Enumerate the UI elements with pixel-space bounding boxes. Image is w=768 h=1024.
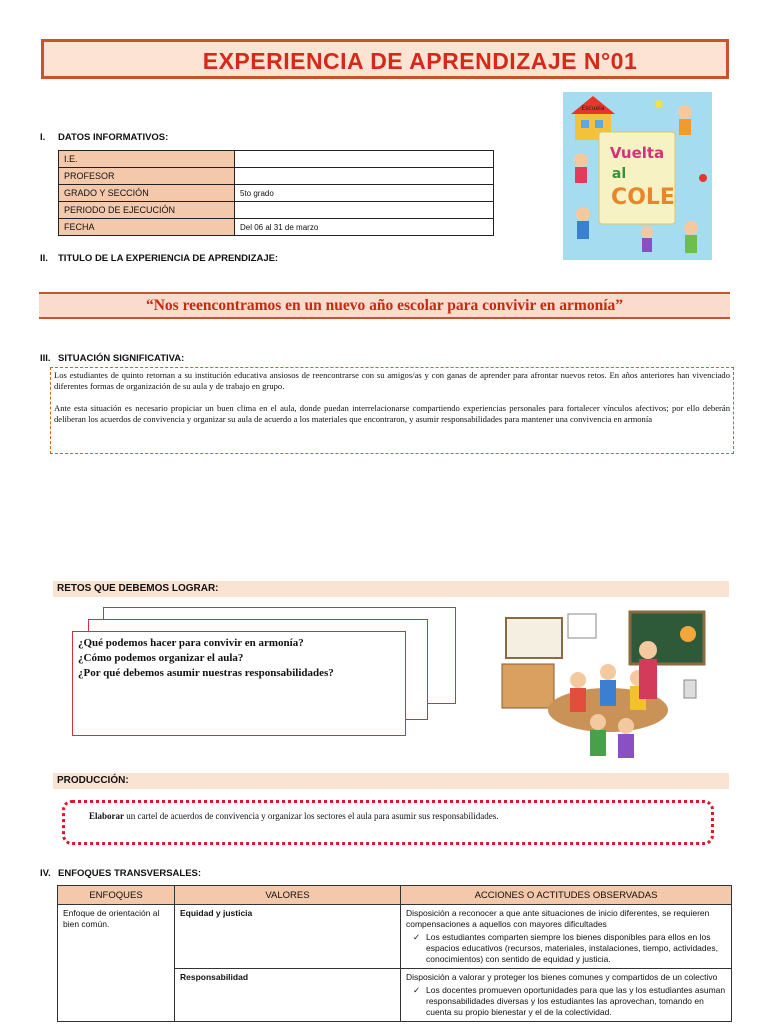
table-row: PERIODO DE EJECUCIÓN	[59, 202, 494, 219]
list-item: ✓ Los docentes promueven oportunidades para que las y los estudiantes asuman responsabilidades diversas y los estudiantes las aprovechan, tomando en cuenta su propio bienestar y el de la colectividad.	[413, 985, 726, 1017]
cole-line3: COLE	[611, 185, 675, 210]
classroom-illustration	[498, 610, 708, 760]
retos-questions	[78, 636, 334, 681]
valor-cell: Equidad y justicia	[175, 905, 401, 969]
list-item: ¿Qué podemos hacer para convivir en armonía?	[78, 637, 304, 649]
table-row: I.E.	[59, 151, 494, 168]
situacion-paragraph-2: Ante esta situación es necesario propiciar un buen clima en el aula, donde puedan interrelacionarse compartiendo experiencias personales para fortalecer vínculos afectivos; por ello deberán deliberan los acuerdos de convivencia y organizar su aula de acuerdo a los materiales que encontraron, y asumir responsabilidades para mantener una convivencia en armonía	[54, 403, 730, 424]
list-item: ✓ Los estudiantes comparten siempre los bienes disponibles para ellos en los espacios educativos (recursos, materiales, instalaciones, tiempo, actividades, conocimientos) con sentido de equidad y justicia.	[413, 932, 718, 964]
list-item: ¿Por qué debemos asumir nuestras responsabilidades?	[78, 667, 334, 679]
table-row: GRADO Y SECCIÓN 5to grado	[59, 185, 494, 202]
accion-cell: Disposición a valorar y proteger los bienes comunes y compartidos de un colectivo ✓ Los docentes promueven oportunidades para que las y los estudiantes asuman responsabilidades diversas y los estudiantes las aprovechan, tomando en cuenta su propio bienestar y el de la colectividad.	[401, 969, 732, 1022]
produccion-verb: Elaborar	[89, 811, 124, 821]
situacion-paragraph-1: Los estudiantes de quinto retornan a su institución educativa ansiosos de reencontrarse con su amigos/as y con ganas de aprender para afrontar nuevos retos. En años anteriores han vivenciado diferentes formas de organización de su aula y de trabajo en grupo.	[54, 370, 730, 391]
situacion-text-box	[50, 367, 734, 454]
page-title: EXPERIENCIA DE APRENDIZAJE N°01	[202, 48, 638, 74]
cole-line2: al	[611, 166, 627, 182]
column-header: ENFOQUES	[58, 886, 175, 905]
list-item: ¿Cómo podemos organizar el aula?	[78, 652, 244, 664]
checkmark-icon: ✓	[413, 932, 421, 942]
accion-cell: Disposición a reconocer a que ante situaciones de inicio diferentes, se requieren compensaciones a aquellos con mayores dificultades ✓ Los estudiantes comparten siempre los bienes disponibles para ellos en los espacios educativos (recursos, materiales, instalaciones, tiempo, actividades, conocimientos) con sentido de equidad y justicia.	[401, 905, 732, 969]
experience-title-box	[39, 292, 730, 319]
valor-cell: Responsabilidad	[175, 969, 401, 1022]
section-datos-heading: I. DATOS INFORMATIVOS:	[40, 132, 169, 143]
produccion-box	[62, 800, 714, 845]
checkmark-icon: ✓	[413, 985, 421, 995]
table-row: PROFESOR	[59, 168, 494, 185]
table-header-row	[58, 886, 732, 905]
section-situacion-heading: III. SITUACIÓN SIGNIFICATIVA:	[40, 353, 185, 364]
enfoque-cell: Enfoque de orientación al bien común.	[58, 905, 175, 1022]
cole-line1: Vuelta	[609, 144, 665, 162]
page-title-box	[41, 39, 729, 79]
retos-heading: RETOS QUE DEBEMOS LOGRAR:	[53, 581, 729, 597]
table-row	[58, 905, 732, 969]
datos-table	[58, 150, 494, 236]
enfoques-table	[57, 885, 732, 1022]
column-header: VALORES	[175, 886, 401, 905]
table-row: FECHA Del 06 al 31 de marzo	[59, 219, 494, 236]
produccion-text: un cartel de acuerdos de convivencia y organizar los sectores el aula para asumir sus responsabilidades.	[124, 811, 499, 821]
produccion-heading: PRODUCCIÓN:	[53, 773, 729, 789]
vuelta-al-cole-image	[563, 92, 712, 260]
school-sign: Escuela	[581, 105, 605, 112]
section-enfoques-heading: IV. ENFOQUES TRANSVERSALES:	[40, 868, 202, 879]
section-titulo-heading: II. TITULO DE LA EXPERIENCIA DE APRENDIZAJE:	[40, 253, 279, 264]
column-header: ACCIONES O ACTITUDES OBSERVADAS	[401, 886, 732, 905]
experience-title: “Nos reencontramos en un nuevo año escolar para convivir en armonía”	[145, 297, 624, 314]
